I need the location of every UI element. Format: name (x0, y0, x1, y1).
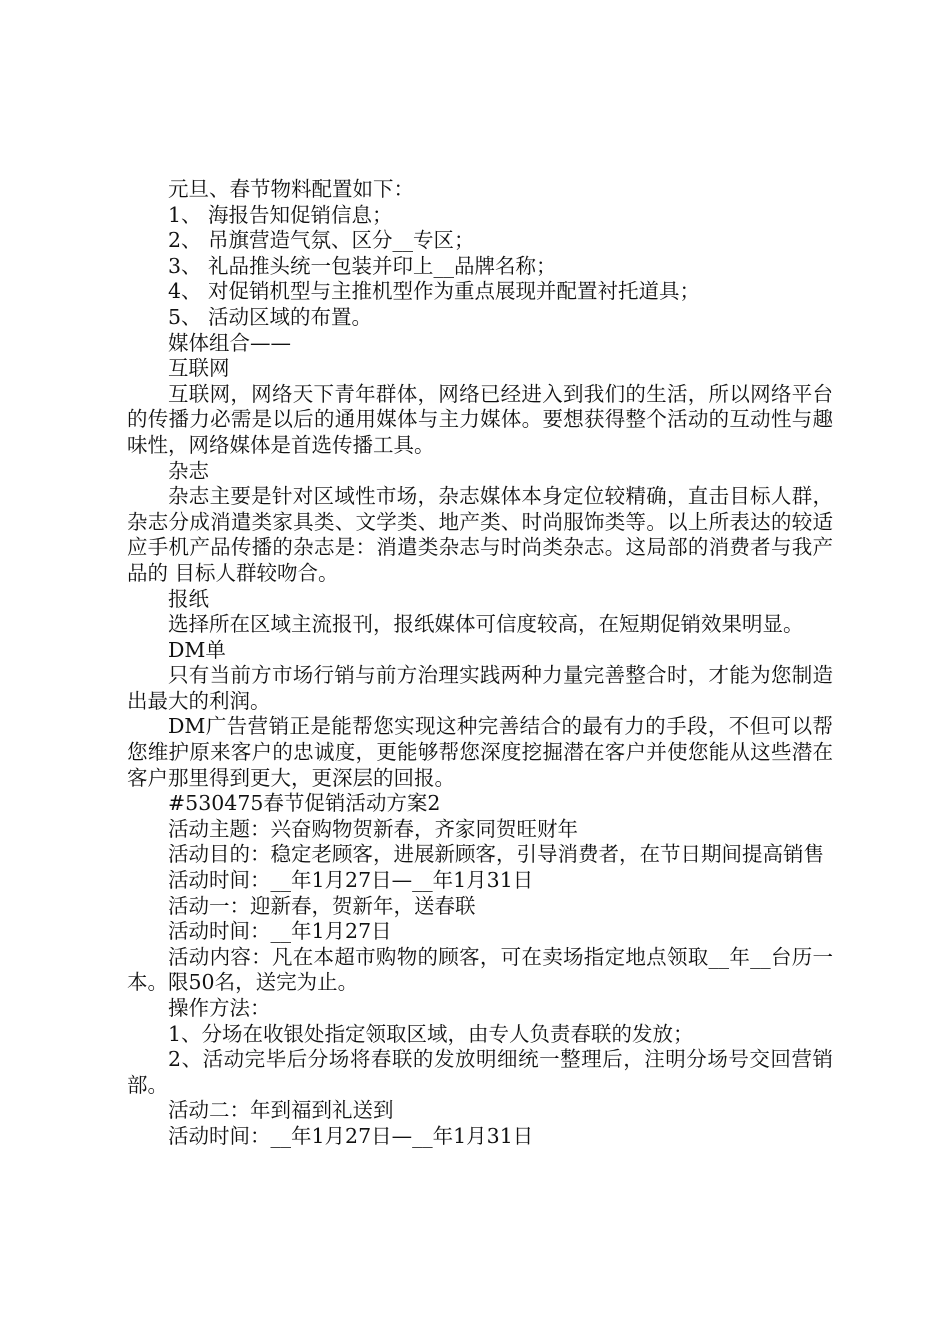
paragraph-material-1: 1、 海报告知促销信息； (168, 202, 393, 227)
paragraph-dm-body-2: DM广告营销正是能帮您实现这种完善结合的最有力的手段，不但可以帮您维护原来客户的忠诚度，更能够帮您深度挖掘潜在客户并使您能从这些潜在客户那里得到更大，更深层的回报。 (127, 714, 833, 790)
paragraph-theme: 活动主题：兴奋购物贺新春，齐家同贺旺财年 (168, 816, 578, 841)
paragraph-operation-2: 2、活动完毕后分场将春联的发放明细统一整理后，注明分场号交回营销部。 (127, 1047, 833, 1097)
paragraph-purpose: 活动目的：稳定老顾客，进展新顾客，引导消费者，在节日期间提高销售 (168, 842, 824, 867)
paragraph-material-2: 2、 吊旗营造气氛、区分__专区； (168, 228, 475, 253)
paragraph-newspaper-body: 选择所在区域主流报刊，报纸媒体可信度较高，在短期促销效果明显。 (168, 612, 804, 637)
paragraph-newspaper-heading: 报纸 (168, 586, 209, 611)
paragraph-magazine-heading: 杂志 (168, 458, 209, 483)
paragraph-activity-two-time: 活动时间：__年1月27日—__年1月31日 (168, 1123, 534, 1148)
paragraph-internet-body: 互联网，网络天下青年群体，网络已经进入到我们的生活，所以网络平台的传播力必需是以后的通用媒体与主力媒体。要想获得整个活动的互动性与趣味性，网络媒体是首选传播工具。 (127, 381, 833, 457)
paragraph-time-overall: 活动时间：__年1月27日—__年1月31日 (168, 868, 534, 893)
paragraph-material-3: 3、 礼品推头统一包装并印上__品牌名称； (168, 253, 557, 278)
paragraph-material-4: 4、 对促销机型与主推机型作为重点展现并配置衬托道具； (168, 279, 701, 304)
paragraph-dm-heading: DM单 (168, 637, 226, 662)
document-body (127, 177, 833, 1150)
paragraph-material-5: 5、 活动区域的布置。 (168, 304, 373, 329)
paragraph-materials-heading: 元旦、春节物料配置如下： (168, 177, 414, 201)
paragraph-internet-heading: 互联网 (168, 356, 230, 381)
paragraph-activity-one-content: 活动内容：凡在本超市购物的顾客，可在卖场指定地点领取__年__台历一本。限50名，送完为止。 (127, 944, 833, 995)
paragraph-magazine-body: 杂志主要是针对区域性市场，杂志媒体本身定位较精确，直击目标人群，杂志分成消遣类家具类、文学类、地产类、时尚服饰类等。以上所表达的较适应手机产品传播的杂志是：消遣类杂志与时尚类杂志。这局部的消费者与我产品的 目标人群较吻合。 (127, 484, 833, 585)
paragraph-activity-one-time: 活动时间：__年1月27日 (168, 919, 392, 944)
paragraph-operation-1: 1、分场在收银处指定领取区域，由专人负责春联的发放； (168, 1021, 694, 1046)
paragraph-plan-title: #530475春节促销活动方案2 (168, 791, 441, 816)
paragraph-media-heading: 媒体组合—— (168, 330, 291, 355)
paragraph-dm-body-1: 只有当前方市场行销与前方治理实践两种力量完善整合时，才能为您制造出最大的利润。 (127, 663, 833, 713)
paragraph-activity-one: 活动一：迎新春，贺新年，送春联 (168, 893, 476, 918)
paragraph-activity-two: 活动二：年到福到礼送到 (168, 1098, 394, 1123)
paragraph-operation-heading: 操作方法： (168, 996, 271, 1020)
